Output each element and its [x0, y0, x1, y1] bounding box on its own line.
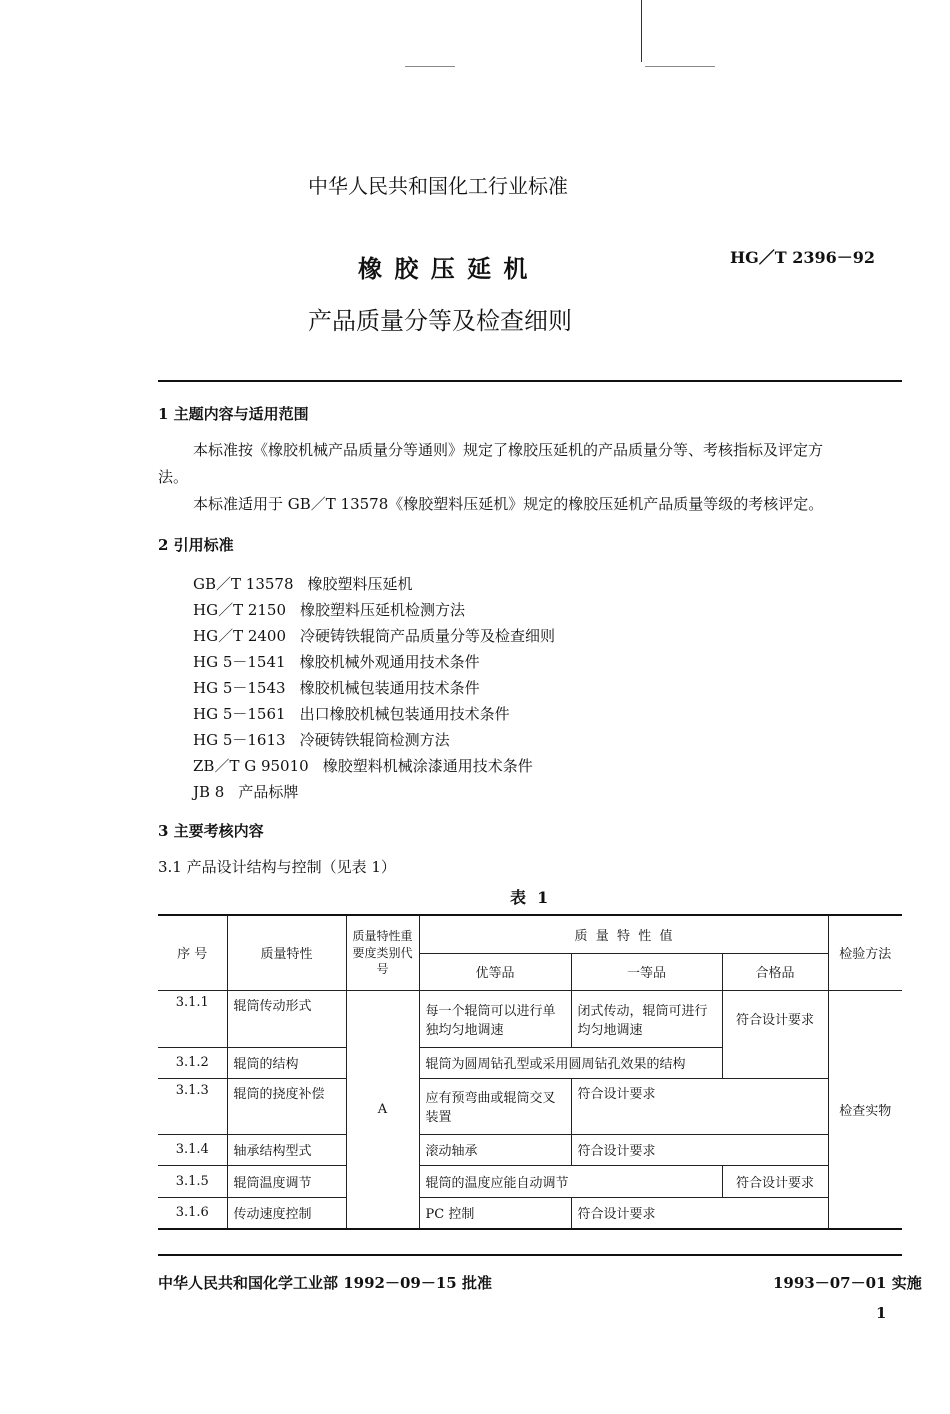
scan-artifact-line — [645, 66, 715, 67]
standard-number: HG／T 2396－92 — [730, 248, 876, 267]
scan-artifact-line — [405, 66, 455, 67]
cell-excellent: 滚动轴承 — [419, 1134, 571, 1165]
reference-code: GB／T 13578 — [193, 575, 294, 593]
cell-excellent: PC 控制 — [419, 1197, 571, 1229]
reference-item — [193, 781, 298, 802]
cell-seq: 3.1.3 — [158, 1078, 227, 1134]
section3-1-heading: 3.1 产品设计结构与控制（见表 1） — [158, 858, 396, 876]
scan-artifact-line — [641, 0, 642, 62]
reference-title: 橡胶塑料压延机检测方法 — [300, 601, 466, 619]
cell-characteristic: 轴承结构型式 — [227, 1134, 346, 1165]
cell-qualified: 符合设计要求 — [722, 1165, 828, 1197]
reference-code: ZB／T G 95010 — [193, 757, 309, 775]
section1-para2: 本标准适用于 GB／T 13578《橡胶塑料压延机》规定的橡胶压延机产品质量等级的考核评定。 — [193, 495, 824, 513]
org-title: 中华人民共和国化工行业标准 — [308, 174, 568, 198]
reference-item — [193, 755, 533, 776]
footer-divider — [158, 1254, 902, 1256]
cell-merged-value: 辊筒为圆周钻孔型或采用圆周钻孔效果的结构 — [419, 1047, 722, 1078]
section2-heading: 2 引用标准 — [158, 536, 234, 554]
reference-title: 橡胶塑料机械涂漆通用技术条件 — [322, 757, 533, 775]
cell-first-class: 闭式传动，辊筒可进行均匀地调速 — [571, 990, 722, 1047]
cell-characteristic: 传动速度控制 — [227, 1197, 346, 1229]
section1-heading: 1 主题内容与适用范围 — [158, 405, 309, 423]
cell-characteristic: 辊筒温度调节 — [227, 1165, 346, 1197]
doc-title-line1: 橡 胶 压 延 机 — [358, 254, 530, 283]
reference-code: HG 5－1541 — [193, 653, 286, 671]
col-header-qualified: 合格品 — [722, 953, 828, 990]
reference-item — [193, 599, 465, 620]
reference-title: 橡胶机械外观通用技术条件 — [299, 653, 480, 671]
cell-method: 检查实物 — [828, 990, 902, 1229]
reference-code: HG 5－1543 — [193, 679, 286, 697]
section1-para1-line1: 本标准按《橡胶机械产品质量分等通则》规定了橡胶压延机的产品质量分等、考核指标及评定方 — [193, 441, 824, 459]
reference-code: HG 5－1561 — [193, 705, 286, 723]
table-caption: 表 1 — [510, 888, 549, 907]
cell-characteristic: 辊筒的结构 — [227, 1047, 346, 1078]
cell-first-qualified: 符合设计要求 — [571, 1078, 828, 1134]
cell-seq: 3.1.2 — [158, 1047, 227, 1078]
col-header-seq: 序 号 — [158, 915, 227, 990]
reference-item — [193, 677, 480, 698]
reference-item — [193, 625, 555, 646]
effective-date: 1993－07－01 实施 — [773, 1274, 922, 1292]
col-header-first-class: 一等品 — [571, 953, 722, 990]
table-row — [158, 990, 902, 1047]
doc-title-line2: 产品质量分等及检查细则 — [308, 307, 572, 335]
cell-excellent: 应有预弯曲或辊筒交叉装置 — [419, 1078, 571, 1134]
page-number: 1 — [876, 1304, 887, 1322]
section3-heading: 3 主要考核内容 — [158, 822, 264, 840]
cell-first-qualified: 符合设计要求 — [571, 1134, 828, 1165]
reference-item — [193, 703, 510, 724]
col-header-characteristic: 质量特性 — [227, 915, 346, 990]
cell-qualified: 符合设计要求 — [722, 990, 828, 1078]
section1-para1-line2: 法。 — [158, 468, 189, 486]
col-header-excellent: 优等品 — [419, 953, 571, 990]
reference-code: HG／T 2400 — [193, 627, 287, 645]
title-divider — [158, 380, 902, 382]
col-header-method: 检验方法 — [828, 915, 902, 990]
reference-item — [193, 573, 413, 594]
reference-title: 橡胶塑料压延机 — [307, 575, 413, 593]
quality-table — [158, 914, 902, 1230]
col-header-importance-code: 质量特性重要度类别代号 — [346, 915, 419, 990]
cell-seq: 3.1.4 — [158, 1134, 227, 1165]
cell-characteristic: 辊筒传动形式 — [227, 990, 346, 1047]
cell-seq: 3.1.5 — [158, 1165, 227, 1197]
reference-code: JB 8 — [193, 783, 225, 801]
cell-seq: 3.1.6 — [158, 1197, 227, 1229]
cell-category-code: A — [346, 990, 419, 1229]
reference-title: 出口橡胶机械包装通用技术条件 — [299, 705, 510, 723]
cell-excellent-first: 辊筒的温度应能自动调节 — [419, 1165, 722, 1197]
table-row — [158, 1134, 902, 1165]
reference-item — [193, 651, 480, 672]
reference-title: 冷硬铸铁辊筒产品质量分等及检查细则 — [300, 627, 556, 645]
table-row — [158, 1165, 902, 1197]
cell-first-qualified: 符合设计要求 — [571, 1197, 828, 1229]
reference-code: HG／T 2150 — [193, 601, 287, 619]
col-header-values: 质 量 特 性 值 — [419, 915, 828, 953]
cell-characteristic: 辊筒的挠度补偿 — [227, 1078, 346, 1134]
cell-seq: 3.1.1 — [158, 990, 227, 1047]
reference-item — [193, 729, 450, 750]
reference-title: 橡胶机械包装通用技术条件 — [299, 679, 480, 697]
approval-line: 中华人民共和国化学工业部 1992－09－15 批准 — [158, 1274, 492, 1292]
cell-excellent: 每一个辊筒可以进行单独均匀地调速 — [419, 990, 571, 1047]
table-row — [158, 1197, 902, 1229]
reference-title: 产品标牌 — [238, 783, 299, 801]
reference-code: HG 5－1613 — [193, 731, 286, 749]
table-row — [158, 1078, 902, 1134]
reference-title: 冷硬铸铁辊筒检测方法 — [299, 731, 450, 749]
